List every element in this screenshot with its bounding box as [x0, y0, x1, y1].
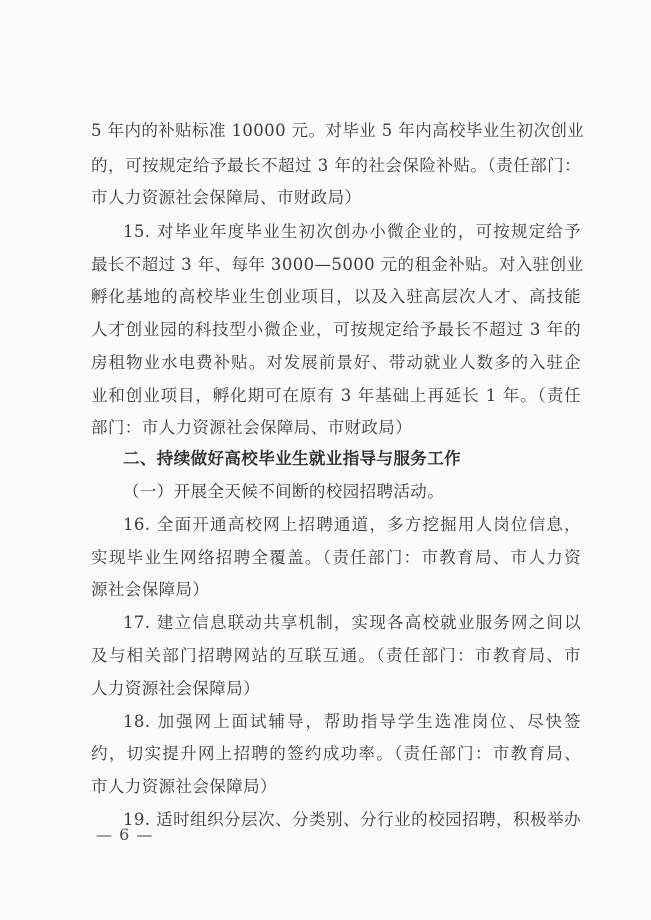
- text-line: 实现毕业生网络招聘全覆盖。（责任部门：市教育局、市人力资: [91, 548, 581, 567]
- text-line: 的，可按规定给予最长不超过 3 年的社会保险补贴。（责任部门：: [91, 156, 581, 175]
- paragraph-17-start: 17. 建立信息联动共享机制，实现各高校就业服务网之间以: [123, 613, 581, 632]
- paragraph-16-start: 16. 全面开通高校网上招聘通道，多方挖掘用人岗位信息，: [123, 515, 581, 534]
- text-line: 房租物业水电费补贴。对发展前景好、带动就业人数多的入驻企: [91, 353, 581, 372]
- text-line: 市人力资源社会保障局）: [91, 777, 277, 796]
- subsection-heading: （一）开展全天候不间断的校园招聘活动。: [123, 482, 445, 501]
- paragraph-15-start: 15. 对毕业年度毕业生初次创办小微企业的，可按规定给予: [123, 222, 581, 241]
- text-line: 人才创业园的科技型小微企业，可按规定给予最长不超过 3 年的: [91, 320, 581, 339]
- text-line: 部门：市人力资源社会保障局、市财政局）: [91, 418, 413, 437]
- text-line: 业和创业项目，孵化期可在原有 3 年基础上再延长 1 年。（责任: [91, 386, 581, 405]
- text-line: 最长不超过 3 年、每年 3000—5000 元的租金补贴。对入驻创业: [91, 255, 584, 274]
- page-number: — 6 —: [96, 825, 154, 844]
- text-line: 5 年内的补贴标准 10000 元。对毕业 5 年内高校毕业生初次创业: [91, 121, 585, 140]
- text-line: 及与相关部门招聘网站的互联互通。（责任部门：市教育局、市: [91, 646, 581, 665]
- paragraph-19-start: 19. 适时组织分层次、分类别、分行业的校园招聘，积极举办: [123, 810, 581, 829]
- text-line: 源社会保障局）: [91, 580, 210, 599]
- text-line: 孵化基地的高校毕业生创业项目，以及入驻高层次人才、高技能: [91, 287, 581, 306]
- text-line: 人力资源社会保障局）: [91, 679, 260, 698]
- text-line: 约，切实提升网上招聘的签约成功率。（责任部门：市教育局、: [91, 744, 581, 763]
- paragraph-18-start: 18. 加强网上面试辅导，帮助指导学生选准岗位、尽快签: [123, 712, 581, 731]
- section-heading: 二、持续做好高校毕业生就业指导与服务工作: [123, 449, 461, 468]
- text-line: 市人力资源社会保障局、市财政局）: [91, 188, 362, 207]
